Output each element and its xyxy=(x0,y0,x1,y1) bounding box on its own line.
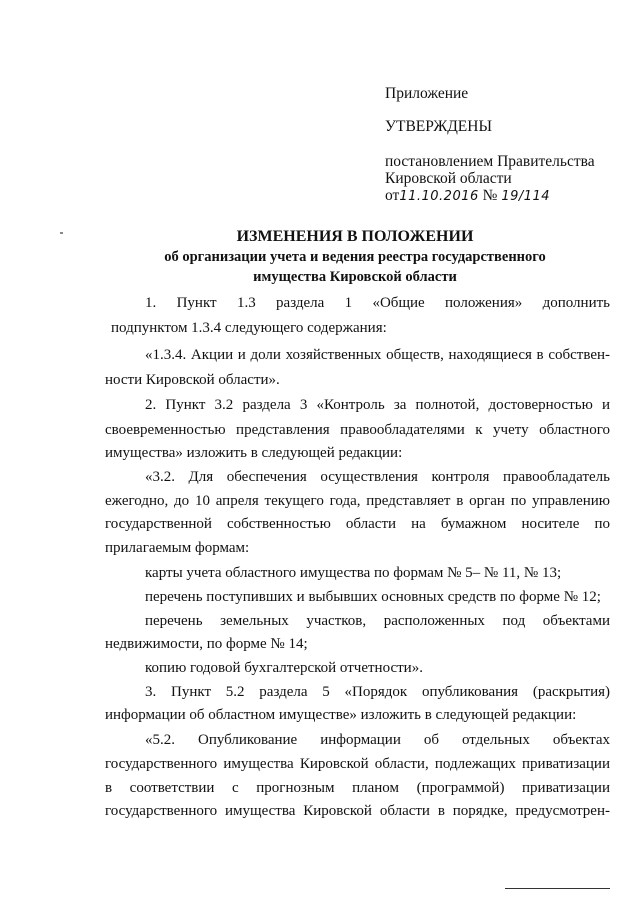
body-line-22: государственного имущества Кировской области в порядке, предусмотрен- xyxy=(105,803,610,819)
body-line-17: 3. Пункт 5.2 раздела 5 «Порядок опубликования (раскрытия) xyxy=(145,684,610,700)
body-line-20: государственного имущества Кировской области, подлежащих приватизации xyxy=(105,756,610,772)
body-line-5: 2. Пункт 3.2 раздела 3 «Контроль за полнотой, достоверностью и xyxy=(145,397,610,413)
scan-speck xyxy=(60,232,63,234)
body-line-21: в соответствии с прогнозным планом (программой) приватизации xyxy=(105,780,610,796)
handwritten-number: 19/114 xyxy=(501,189,551,204)
footer-rule xyxy=(505,888,610,889)
title-line-2: об организации учета и ведения реестра государственного xyxy=(164,249,546,265)
body-line-11: прилагаемым формам: xyxy=(105,540,250,556)
body-line-18: информации об областном имуществе» изложить в следующей редакции: xyxy=(105,707,577,723)
number-prefix: № xyxy=(482,187,498,204)
document-title xyxy=(90,227,620,287)
body-line-15: недвижимости, по форме № 14; xyxy=(105,636,308,652)
appendix-label: Приложение xyxy=(385,85,469,102)
body-line-14: перечень земельных участков, расположенных под объектами xyxy=(145,613,610,629)
body-line-3: «1.3.4. Акции и доли хозяйственных обществ, находящиеся в собствен- xyxy=(145,347,610,363)
body-line-8: «3.2. Для обеспечения осуществления контроля правообладатель xyxy=(145,469,610,485)
body-line-6: своевременностью представления правообладателями к учету областного xyxy=(105,422,610,438)
body-line-7: имущества» изложить в следующей редакции: xyxy=(105,445,403,461)
decree-line-2: Кировской области xyxy=(385,170,512,187)
approved-label: УТВЕРЖДЕНЫ xyxy=(385,118,492,135)
title-line-3: имущества Кировской области xyxy=(253,269,457,285)
body-line-9: ежегодно, до 10 апреля текущего года, представляет в орган по управлению xyxy=(105,493,610,509)
body-line-16: копию годовой бухгалтерской отчетности». xyxy=(145,660,423,676)
body-line-12: карты учета областного имущества по формам № 5– № 11, № 13; xyxy=(145,565,562,581)
decree-line-1: постановлением Правительства xyxy=(385,153,595,170)
title-line-1: ИЗМЕНЕНИЯ В ПОЛОЖЕНИИ xyxy=(236,228,474,245)
handwritten-date: 11.10.2016 xyxy=(399,189,479,204)
body-line-19: «5.2. Опубликование информации об отдельных объектах xyxy=(145,732,610,748)
body-line-1: 1. Пункт 1.3 раздела 1 «Общие положения» дополнить xyxy=(145,295,610,311)
body-line-4: ности Кировской области». xyxy=(105,372,280,388)
body-line-2: подпунктом 1.3.4 следующего содержания: xyxy=(111,320,387,336)
date-prefix: от xyxy=(385,187,400,204)
body-line-13: перечень поступивших и выбывших основных средств по форме № 12; xyxy=(145,589,601,605)
decree-date-line xyxy=(385,186,550,206)
body-line-10: государственной собственностью области на бумажном носителе по xyxy=(105,516,610,532)
